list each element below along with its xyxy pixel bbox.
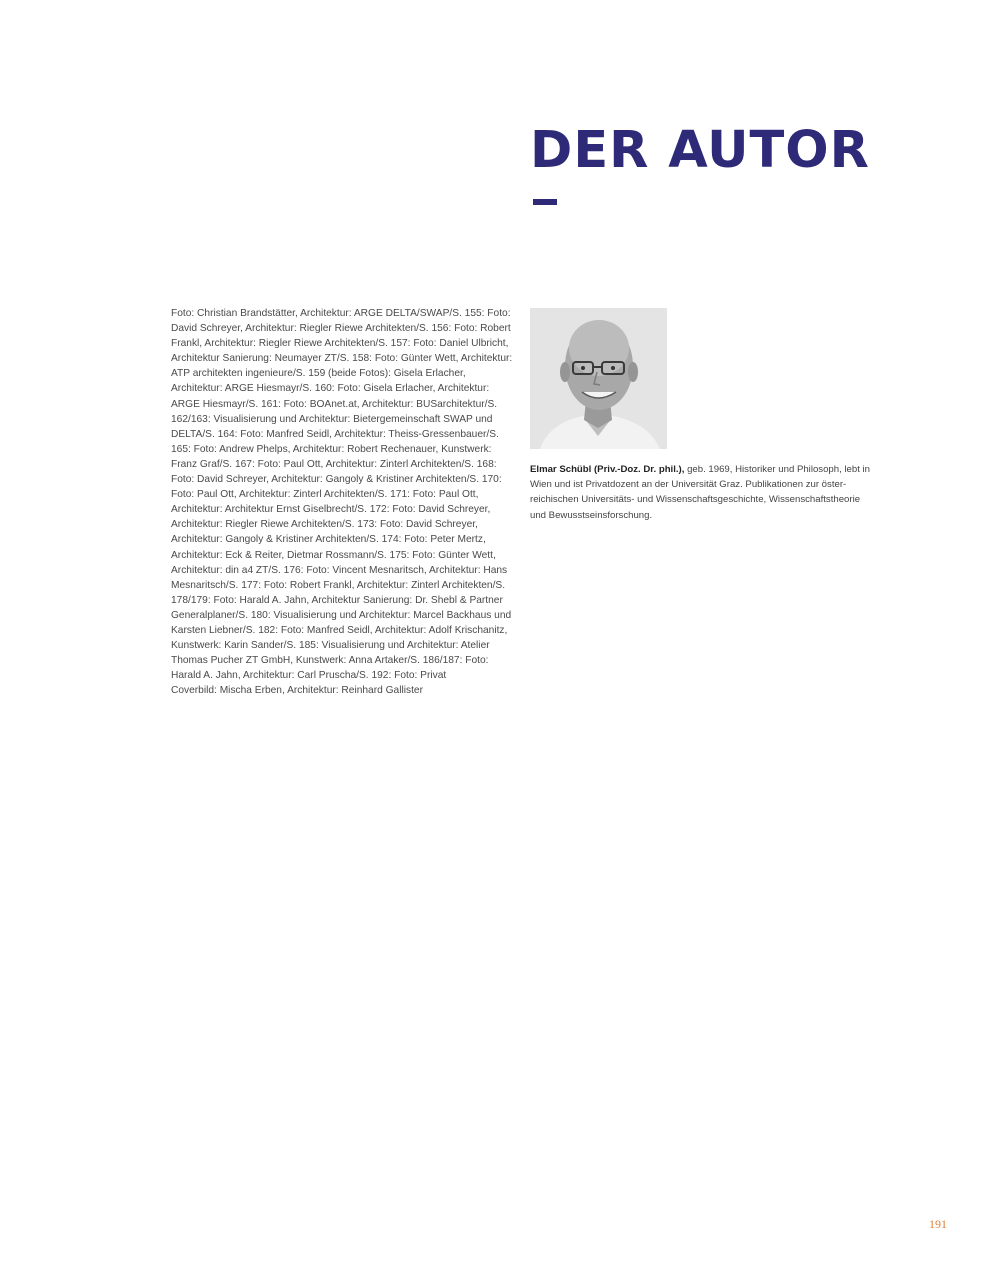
author-portrait-image: [530, 308, 667, 449]
author-bio-text: geb. 1969, Historiker und Philosoph, lebt in Wien und ist Privatdozent an der Universität Graz. Publikationen zur österreichischen Universitäts- und Wissenschaftsgeschichte, Wissenschaftstheorie und Bewusstseinsforschung.: [530, 464, 871, 521]
author-name: Elmar Schübl (Priv.-Doz. Dr. phil.),: [530, 464, 685, 475]
photo-credits-text: Foto: Christian Brandstätter, Architektur: ARGE DELTA/SWAP/S. 155: Foto: David Schreyer, Architektur: Riegler Riewe Architekten/S. 156: Foto: Robert Frankl, Architektur: Riegler Riewe Architekten/S. 157: Foto: Daniel Ulbricht, Architektur Sanierung: Neumayer ZT/S. 158: Foto: Günter Wett, Architektur: ATP architekten ingenieure/S. 159 (beide Fotos): Gisela Erlacher, Architektur: ARGE Hiesmayr/S. 160: Foto: Gisela Erlacher, Architektur: ARGE Hiesmayr/S. 161: Foto: BOAnet.at, Architektur: BUSarchitektur/S. 162/163: Visualisierung und Architektur: Bietergemeinschaft SWAP und DELTA/S. 164: Foto: Manfred Seidl, Architektur: Theiss-Gressenbauer/S. 165: Foto: Andrew Phelps, Architektur: Robert Rechenauer, Kunstwerk: Franz Graf/S. 167: Foto: Paul Ott, Architektur: Zinterl Architekten/S. 168: Foto: David Schreyer, Architektur: Gangoly & Kristiner Architekten/S. 170: Foto: Paul Ott, Architektur: Zinterl Architekten/S. 171: Foto: Paul Ott, Architektur: Architektur Ernst Giselbrecht/S. 172: Foto: David Schreyer, Architektur: Riegler Riewe Architekten/S. 173: Foto: David Schreyer, Architektur: Gangoly & Kristiner Architekten/S. 174: Foto: Peter Mertz, Architektur: Eck & Reiter, Dietmar Rossmann/S. 175: Foto: Günter Wett, Architektur: din a4 ZT/S. 176: Foto: Vincent Mesnaritsch, Architektur: Hans Mesnaritsch/S. 177: Foto: Robert Frankl, Architektur: Zinterl Architekten/S. 178/179: Foto: Harald A. Jahn, Architektur Sanierung: Dr. Shebl & Partner Generalplaner/S. 180: Visualisierung und Architektur: Marcel Backhaus und Karsten Liebner/S. 182: Foto: Manfred Seidl, Architektur: Adolf Krischanitz, Kunstwerk: Karin Sander/S. 185: Visualisierung und Architektur: Atelier Thomas Pucher ZT GmbH, Kunstwerk: Anna Artaker/S. 186/187: Foto: Harald A. Jahn, Architektur: Carl Pruscha/S. 192: Foto: Privat: [171, 308, 513, 682]
cover-credit: Coverbild: Mischa Erben, Architektur: Reinhard Gallister: [171, 685, 423, 697]
author-portrait: [530, 308, 667, 449]
author-bio: [530, 462, 875, 523]
photo-credits: [171, 306, 519, 698]
page-number: 191: [929, 1217, 947, 1231]
title-dash: [533, 199, 557, 205]
page-title: DER AUTOR: [530, 121, 870, 180]
